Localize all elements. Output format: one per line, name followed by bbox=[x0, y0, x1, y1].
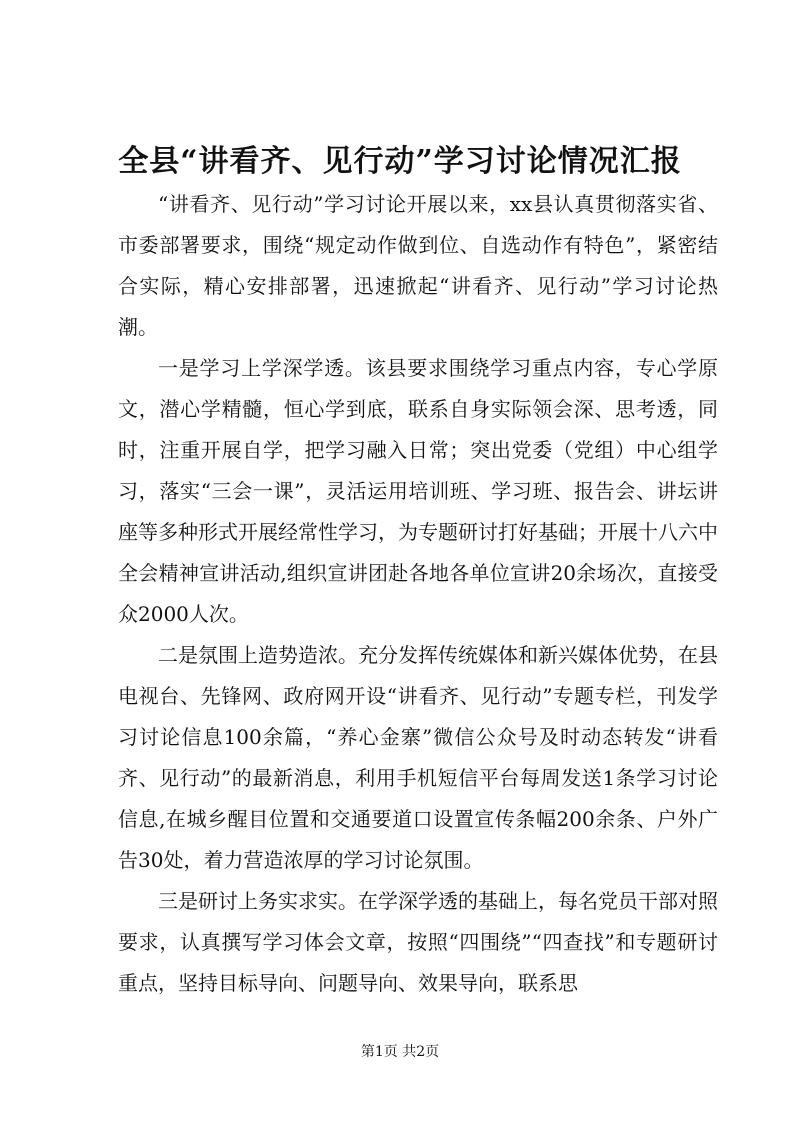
paragraph-atmosphere: 二是氛围上造势造浓。充分发挥传统媒体和新兴媒体优势，在县电视台、先锋网、政府网开设“讲看齐、见行动”专题专栏，刊发学习讨论信息100余篇，“养心金寨”微信公众号及时动态转发“讲看齐、见行动”的最新消息，利用手机短信平台每周发送1条学习讨论信息,在城乡醒目位置和交通要道口设置宣传条幅200余条、户外广告30处，着力营造浓厚的学习讨论氛围。 bbox=[118, 643, 718, 872]
document-body bbox=[118, 184, 718, 1004]
page-number-footer: 第1页 共2页 bbox=[360, 1044, 440, 1060]
paragraph-study: 一是学习上学深学透。该县要求围绕学习重点内容，专心学原文，潜心学精髓，恒心学到底，联系自身实际领会深、思考透，同时，注重开展自学，把学习融入日常；突出党委（党组）中心组学习，落实“三会一课”，灵活运用培训班、学习班、报告会、讲坛讲座等多种形式开展经常性学习，为专题研讨打好基础；开展十八六中全会精神宣讲活动,组织宣讲团赴各地各单位宣讲20余场次，直接受众2000人次。 bbox=[118, 356, 718, 626]
paragraph-discussion: 三是研讨上务实求实。在学深学透的基础上，每名党员干部对照要求，认真撰写学习体会文章，按照“四围绕”“四查找”和专题研讨重点，坚持目标导向、问题导向、效果导向，联系思 bbox=[118, 889, 718, 995]
document-title: 全县“讲看齐、见行动”学习讨论情况汇报 bbox=[118, 144, 682, 179]
paragraph-intro: “讲看齐、见行动”学习讨论开展以来，xx县认真贯彻落实省、市委部署要求，围绕“规定动作做到位、自选动作有特色”，紧密结合实际，精心安排部署，迅速掀起“讲看齐、见行动”学习讨论热潮。 bbox=[118, 192, 718, 339]
